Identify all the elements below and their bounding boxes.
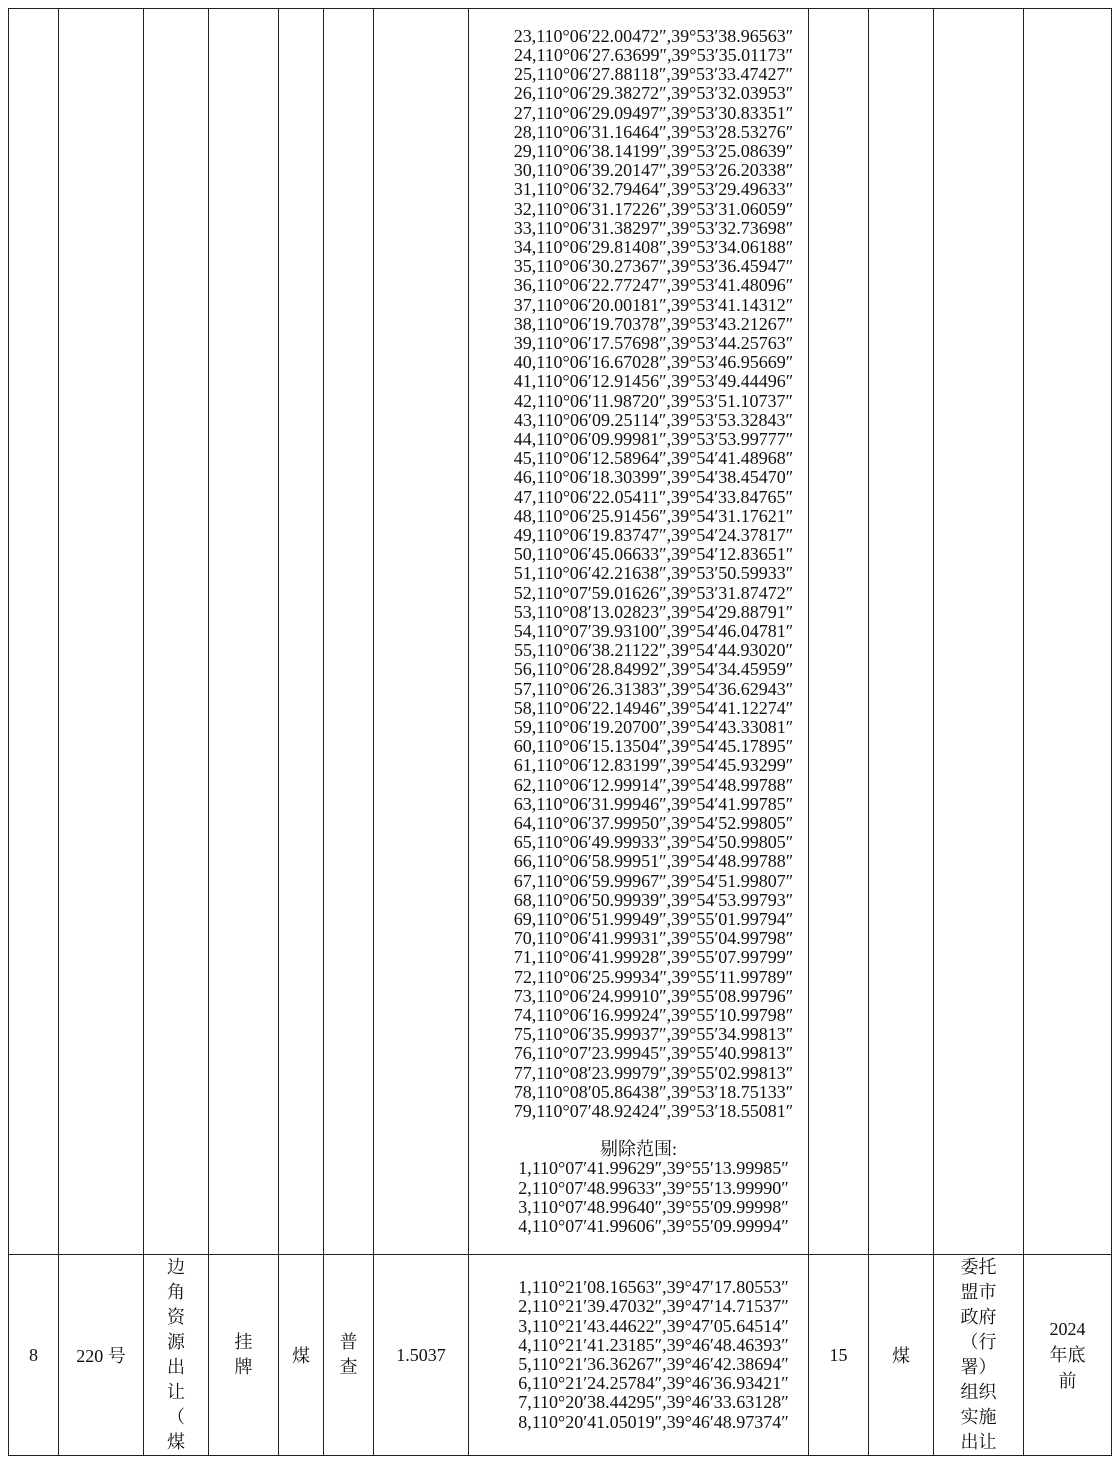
row8-method — [209, 1255, 279, 1456]
remark-line: 实施 — [960, 1407, 997, 1427]
coordinate-line: 59,110°06′19.20700″,39°54′43.33081″ — [513, 717, 794, 738]
coordinate-line: 57,110°06′26.31383″,39°54′36.62943″ — [513, 678, 794, 699]
deadline-line: 前 — [1058, 1371, 1077, 1391]
table-row-8 — [9, 1255, 1112, 1456]
coordinate-line: 41,110°06′12.91456″,39°53′49.44496″ — [513, 371, 794, 392]
exclusion-coordinate-list — [499, 1159, 808, 1236]
coordinate-line: 4,110°21′41.23185″,39°46′48.46393″ — [518, 1334, 789, 1355]
coordinate-line: 7,110°20′38.44295″,39°46′33.63128″ — [518, 1392, 789, 1413]
coordinate-line: 5,110°21′36.36267″,39°46′42.38694″ — [518, 1354, 789, 1374]
coordinate-line: 8,110°20′41.05019″,39°46′48.97374″ — [518, 1411, 789, 1432]
coordinate-line: 68,110°06′50.99939″,39°54′53.99793″ — [513, 889, 794, 910]
coordinate-line: 39,110°06′17.57698″,39°53′44.25763″ — [513, 332, 794, 353]
coordinate-line: 30,110°06′39.20147″,39°53′26.20338″ — [513, 160, 794, 181]
coordinate-line: 45,110°06′12.58964″,39°54′41.48968″ — [513, 448, 794, 469]
coordinate-line: 69,110°06′51.99949″,39°55′01.99794″ — [513, 909, 794, 930]
remark-line: 组织 — [960, 1382, 997, 1402]
cell-project — [144, 9, 209, 1255]
cell-years — [809, 9, 869, 1255]
coordinate-line: 25,110°06′27.88118″,39°53′33.47427″ — [514, 64, 793, 85]
coordinate-line: 34,110°06′29.81408″,39°53′34.06188″ — [513, 236, 794, 257]
coordinate-line: 70,110°06′41.99931″,39°55′04.99798″ — [513, 928, 794, 949]
remark-line: 委托 — [960, 1257, 997, 1277]
cell-method — [209, 9, 279, 1255]
coordinate-line: 73,110°06′24.99910″,39°55′08.99796″ — [513, 985, 794, 1006]
coordinate-line: 64,110°06′37.99950″,39°54′52.99805″ — [513, 813, 794, 834]
coordinate-line: 37,110°06′20.00181″,39°53′41.14312″ — [513, 294, 794, 315]
project-char: 让 — [167, 1382, 185, 1402]
exclusion-coordinate-line: 2,110°07′48.99633″,39°55′13.99990″ — [518, 1177, 789, 1198]
coordinate-line: 24,110°06′27.63699″,39°53′35.01173″ — [514, 44, 793, 65]
coordinate-line: 74,110°06′16.99924″,39°55′10.99798″ — [513, 1005, 794, 1026]
coordinate-line: 47,110°06′22.05411″,39°54′33.84765″ — [514, 486, 793, 507]
row8-project — [144, 1255, 209, 1456]
coordinate-line: 44,110°06′09.99981″,39°53′53.99777″ — [513, 428, 794, 449]
coordinate-line: 32,110°06′31.17226″,39°53′31.06059″ — [513, 198, 794, 219]
coordinate-line: 62,110°06′12.99914″,39°54′48.99788″ — [513, 774, 794, 795]
coordinate-line: 29,110°06′38.14199″,39°53′25.08639″ — [513, 140, 794, 161]
coordinate-line: 67,110°06′59.99967″,39°54′51.99807″ — [513, 870, 794, 891]
coordinate-line: 3,110°21′43.44622″,39°47′05.64514″ — [518, 1315, 789, 1336]
coordinate-line: 56,110°06′28.84992″,39°54′34.45959″ — [513, 659, 794, 680]
coordinate-line: 31,110°06′32.79464″,39°53′29.49633″ — [513, 179, 794, 200]
remark-line: 盟市 — [960, 1282, 997, 1302]
coordinate-line: 65,110°06′49.99933″,39°54′50.99805″ — [513, 832, 794, 853]
row8-index: 8 — [9, 1255, 59, 1456]
coordinate-line: 48,110°06′25.91456″,39°54′31.17621″ — [513, 505, 794, 526]
exclusion-coordinate-line: 4,110°07′41.99606″,39°55′09.99994″ — [518, 1216, 789, 1237]
coordinate-line: 26,110°06′29.38272″,39°53′32.03953″ — [513, 83, 794, 104]
coordinate-line: 72,110°06′25.99934″,39°55′11.99789″ — [514, 966, 793, 987]
coordinate-list — [499, 27, 808, 1122]
project-char: 煤 — [167, 1432, 185, 1452]
survey-char: 查 — [339, 1357, 358, 1377]
cell-area — [374, 9, 469, 1255]
mining-rights-table — [8, 8, 1112, 1456]
row8-mineral2: 煤 — [869, 1255, 934, 1456]
coordinate-line: 50,110°06′45.06633″,39°54′12.83651″ — [513, 544, 794, 565]
survey-char: 普 — [339, 1332, 358, 1352]
deadline-line: 年底 — [1049, 1345, 1086, 1365]
coordinate-line: 51,110°06′42.21638″,39°53′50.59933″ — [513, 563, 794, 584]
coordinate-line: 1,110°21′08.16563″,39°47′17.80553″ — [518, 1277, 789, 1298]
deadline-line: 2024 — [1049, 1319, 1086, 1339]
coordinate-line: 23,110°06′22.00472″,39°53′38.96563″ — [513, 25, 794, 46]
cell-number — [59, 9, 144, 1255]
row8-coordinates — [469, 1255, 809, 1456]
row8-survey — [324, 1255, 374, 1456]
coordinate-line: 40,110°06′16.67028″,39°53′46.95669″ — [513, 352, 794, 373]
project-char: 出 — [167, 1357, 185, 1377]
coordinate-line: 27,110°06′29.09497″,39°53′30.83351″ — [513, 102, 794, 123]
coordinate-line: 54,110°07′39.93100″,39°54′46.04781″ — [513, 621, 794, 641]
cell-coordinates — [469, 9, 809, 1255]
coordinate-line: 61,110°06′12.83199″,39°54′45.93299″ — [513, 755, 794, 776]
coordinate-line: 79,110°07′48.92424″,39°53′18.55081″ — [513, 1101, 794, 1122]
coordinate-line: 78,110°08′05.86438″,39°53′18.75133″ — [513, 1081, 794, 1102]
cell-mineral2 — [869, 9, 934, 1255]
row8-deadline — [1024, 1255, 1112, 1456]
cell-remark — [934, 9, 1024, 1255]
coordinate-line: 52,110°07′59.01626″,39°53′31.87472″ — [513, 582, 794, 603]
row8-mineral: 煤 — [279, 1255, 324, 1456]
row8-area: 1.5037 — [374, 1255, 469, 1456]
coordinate-line: 76,110°07′23.99945″,39°55′40.99813″ — [513, 1043, 794, 1064]
coordinate-line: 33,110°06′31.38297″,39°53′32.73698″ — [513, 217, 794, 238]
coordinate-line: 60,110°06′15.13504″,39°54′45.17895″ — [513, 736, 794, 757]
coordinate-line: 58,110°06′22.14946″,39°54′41.12274″ — [513, 697, 794, 718]
cell-index — [9, 9, 59, 1255]
cell-survey — [324, 9, 374, 1255]
project-char: 源 — [167, 1332, 185, 1352]
project-char: 资 — [167, 1307, 185, 1327]
coordinate-line: 42,110°06′11.98720″,39°53′51.10737″ — [514, 390, 793, 411]
exclusion-coordinate-line: 1,110°07′41.99629″,39°55′13.99985″ — [518, 1158, 789, 1179]
coordinate-line: 28,110°06′31.16464″,39°53′28.53276″ — [513, 121, 794, 142]
row8-years: 15 — [809, 1255, 869, 1456]
project-char: 边 — [167, 1257, 185, 1277]
exclusion-coordinate-line: 3,110°07′48.99640″,39°55′09.99998″ — [518, 1196, 789, 1217]
method-char: 挂 — [234, 1332, 253, 1352]
project-char: 角 — [167, 1282, 185, 1302]
coordinate-line: 66,110°06′58.99951″,39°54′48.99788″ — [513, 851, 794, 872]
coordinate-line: 63,110°06′31.99946″,39°54′41.99785″ — [513, 793, 794, 814]
coordinate-line: 43,110°06′09.25114″,39°53′53.32843″ — [514, 409, 793, 430]
coordinate-line: 71,110°06′41.99928″,39°55′07.99799″ — [513, 947, 794, 968]
coordinate-line: 36,110°06′22.77247″,39°53′41.48096″ — [513, 275, 794, 296]
cell-mineral — [279, 9, 324, 1255]
remark-line: （行 — [960, 1332, 997, 1352]
coordinate-line: 75,110°06′35.99937″,39°55′34.99813″ — [513, 1024, 794, 1045]
coordinate-line: 49,110°06′19.83747″,39°54′24.37817″ — [513, 524, 794, 545]
row8-remark — [934, 1255, 1024, 1456]
remark-line: 政府 — [960, 1307, 997, 1327]
coordinate-line: 77,110°08′23.99979″,39°55′02.99813″ — [513, 1062, 794, 1083]
coordinate-line: 35,110°06′30.27367″,39°53′36.45947″ — [513, 256, 794, 277]
cell-deadline — [1024, 9, 1112, 1255]
method-char: 牌 — [234, 1357, 253, 1377]
project-char: （ — [167, 1407, 185, 1427]
coordinate-line: 55,110°06′38.21122″,39°54′44.93020″ — [514, 640, 793, 661]
coordinate-line: 46,110°06′18.30399″,39°54′38.45470″ — [513, 467, 794, 488]
row8-number: 220 号 — [59, 1255, 144, 1456]
coordinate-line: 6,110°21′24.25784″,39°46′36.93421″ — [518, 1373, 789, 1394]
exclusion-title: 剔除范围: — [599, 1139, 677, 1160]
coordinate-line: 53,110°08′13.02823″,39°54′29.88791″ — [513, 601, 794, 622]
table-row-continued — [9, 9, 1112, 1255]
coordinate-line: 38,110°06′19.70378″,39°53′43.21267″ — [513, 313, 794, 334]
coordinate-line: 2,110°21′39.47032″,39°47′14.71537″ — [518, 1296, 789, 1317]
remark-line: 署） — [960, 1357, 997, 1377]
remark-line: 出让 — [960, 1432, 997, 1452]
